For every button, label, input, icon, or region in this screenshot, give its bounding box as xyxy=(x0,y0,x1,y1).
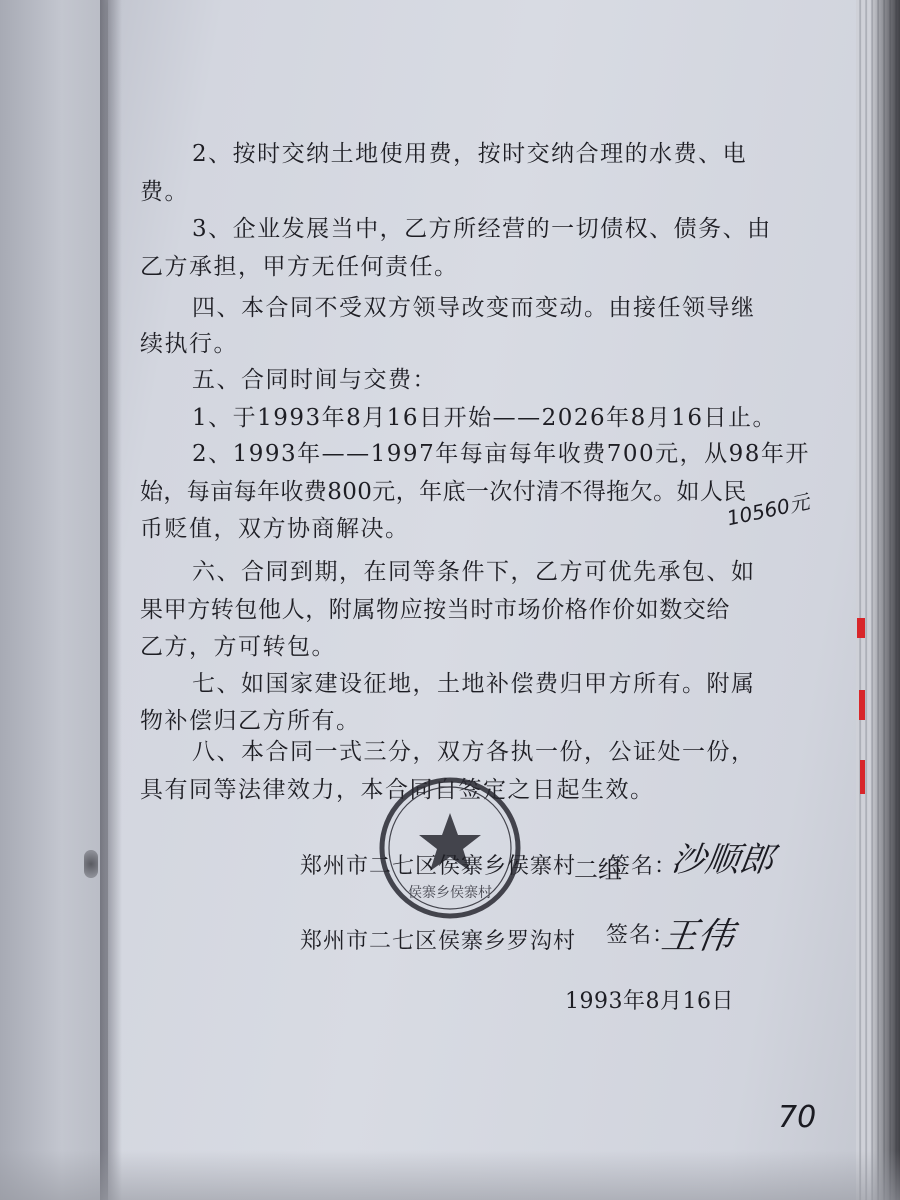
contract-line: 2、按时交纳土地使用费，按时交纳合理的水费、电 xyxy=(192,141,748,167)
party-b-sign-label: 签名： xyxy=(606,923,676,948)
contract-line: 乙方，方可转包。 xyxy=(140,634,336,660)
contract-line: 六、合同到期，在同等条件下，乙方可优先承包、如 xyxy=(192,559,756,585)
official-seal-icon xyxy=(375,773,525,923)
party-a-suffix: 二组 xyxy=(574,856,622,884)
margin-note: 10560元 xyxy=(724,489,812,531)
seal-text: 侯寨乡侯寨村 xyxy=(408,885,492,901)
contract-line: 四、本合同不受双方领导改变而变动。由接任领导继 xyxy=(192,295,756,321)
contract-line: 具有同等法律效力，本合同自签定之日起生效。 xyxy=(140,777,655,803)
binding-hole xyxy=(84,850,98,878)
party-b-name: 郑州市二七区侯寨乡罗沟村 xyxy=(300,929,577,954)
contract-line: 物补偿归乙方所有。 xyxy=(140,708,361,734)
contract-line: 乙方承担，甲方无任何责任。 xyxy=(140,254,459,280)
contract-line: 3、企业发展当中，乙方所经营的一切债权、债务、由 xyxy=(192,216,772,242)
contract-line: 果甲方转包他人，附属物应按当时市场价格作价如数交给 xyxy=(140,597,730,623)
contract-line: 1、于1993年8月16日开始——2026年8月16日止。 xyxy=(192,405,777,431)
contract-line: 八、本合同一式三分，双方各执一份，公证处一份， xyxy=(192,739,756,765)
contract-line: 始，每亩每年收费800元，年底一次付清不得拖欠。如人民 xyxy=(140,479,747,505)
contract-date: 1993年8月16日 xyxy=(565,989,734,1014)
contract-line: 2、1993年——1997年每亩每年收费700元，从98年开 xyxy=(192,441,810,467)
contract-line: 续执行。 xyxy=(140,331,238,357)
party-a-sign-label: 签名： xyxy=(608,854,678,879)
party-b-signature: 王伟 xyxy=(658,916,737,957)
contract-line: 七、如国家建设征地，土地补偿费归甲方所有。附属 xyxy=(192,671,756,697)
party-a-signature: 沙顺郎 xyxy=(668,840,777,880)
background-shadow xyxy=(870,0,900,1200)
page-number: 70 xyxy=(778,1100,817,1135)
red-tab-mark xyxy=(859,690,865,720)
contract-line: 五、合同时间与交费： xyxy=(192,367,437,393)
bottom-shadow xyxy=(0,1150,900,1200)
contract-line: 费。 xyxy=(140,179,189,205)
party-a-name: 郑州市二七区侯寨乡侯寨村 xyxy=(300,854,577,879)
spine-shadow xyxy=(100,0,122,1200)
left-page-edge xyxy=(0,0,112,1200)
red-tab-mark xyxy=(857,618,865,638)
contract-line: 币贬值，双方协商解决。 xyxy=(140,516,410,542)
red-tab-mark xyxy=(860,760,865,794)
